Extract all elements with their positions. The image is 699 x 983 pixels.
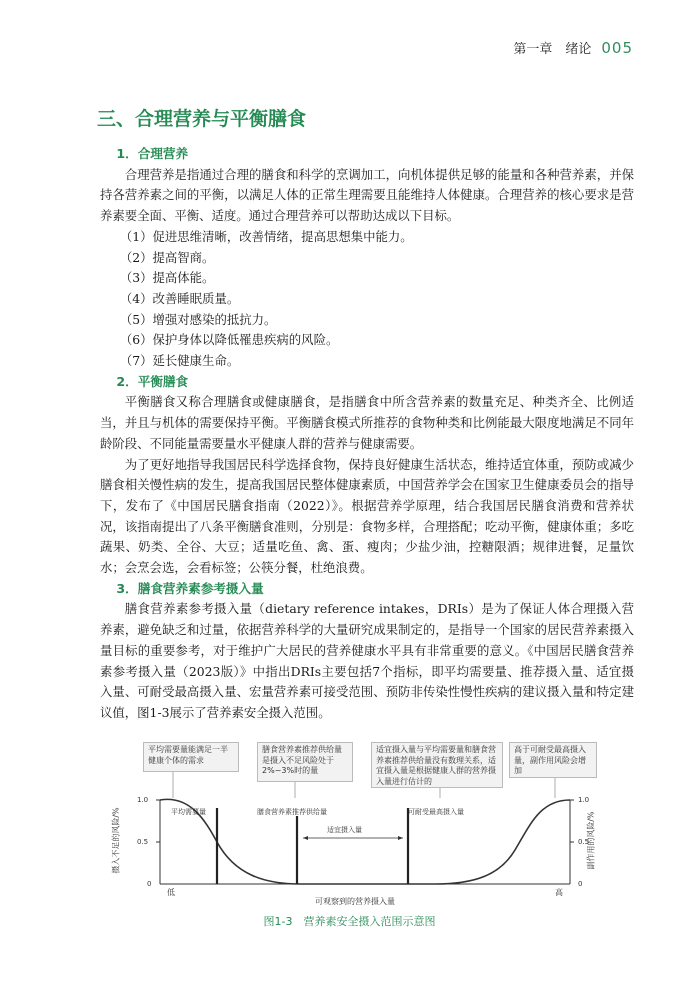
risk-curve <box>160 799 570 884</box>
tick-label-right-mid: 0.5 <box>578 838 590 846</box>
ear-label: 平均需要量 <box>171 808 206 816</box>
paragraph: 合理营养是指通过合理的膳食和科学的烹调加工，向机体提供足够的能量和各种营养素，并保持各营养素之间的平衡，以满足人体的正常生理需要且能维持人体健康。合理营养的核心要求是营养素要全面、平衡、适度。通过合理营养可以帮助达成以下目标。 <box>100 166 634 224</box>
subheading-dris: 3．膳食营养素参考摄入量 <box>116 580 264 596</box>
rni-label: 膳食营养素推荐供给量 <box>257 808 327 816</box>
left-axis-label: 摄入不足的风险/% <box>111 807 121 874</box>
tick-label-right-top: 1.0 <box>578 796 590 804</box>
chapter-label: 第一章 绪论 <box>513 42 592 57</box>
callout-ai: 适宜摄入量与平均需要量和膳食营养素推荐供给量没有数理关系，适宜摄入量是根据健康人群的营养摄入量进行估计的 <box>371 742 503 788</box>
tick-label-left-top: 1.0 <box>137 796 149 804</box>
list-item: （3）提高体能。 <box>119 270 215 286</box>
paragraph: 平衡膳食又称合理膳食或健康膳食，是指膳食中所含营养素的数量充足、种类齐全、比例适当，并且与机体的需要保持平衡。平衡膳食模式所推荐的食物种类和比例能最大限度地满足不同年龄阶段、不同能量需要量水平健康人群的营养与健康需要。 <box>100 394 634 451</box>
tick-label-right-zero: 0 <box>578 880 583 888</box>
figure-caption: 图1-3 营养素安全摄入范围示意图 <box>263 915 436 928</box>
page-number: 005 <box>601 39 633 57</box>
callout-ear: 平均需要量能满足一半健康个体的需求 <box>143 742 239 772</box>
x-axis-label: 可观察到的营养摄入量 <box>315 897 395 906</box>
callout-ul: 高于可耐受最高摄入量，副作用风险会增加 <box>509 742 597 778</box>
ul-label: 可耐受最高摄入量 <box>408 808 464 816</box>
arrow-head <box>303 836 308 840</box>
tick-label-left-zero: 0 <box>147 880 152 888</box>
callout-rni: 膳食营养素推荐供给量是摄入不足风险处于2%~3%时的量 <box>257 742 353 782</box>
list-item: （7）延长健康生命。 <box>119 353 240 369</box>
right-axis-label: 副作用的风险/% <box>586 811 596 870</box>
subheading-rational-nutrition: 1．合理营养 <box>116 146 189 161</box>
intake-range-figure <box>111 740 615 940</box>
list-item: （6）保护身体以降低罹患疾病的风险。 <box>119 332 339 348</box>
x-high-label: 高 <box>555 888 563 897</box>
paragraph: 膳食营养素参考摄入量（dietary reference intakes，DRIs）是为了保证人体合理摄入营养素，避免缺乏和过量，依据营养科学的大量研究成果制定的，是指导一个国家的居民营养素摄入量目标的重要参考，对于维护广大居民的营养健康水平具有非常重要的意义。《中国居民膳食营养素参考摄入量（2023版）》中指出DRIs主要包括7个指标，即平均需要量、推荐摄入量、适宜摄入量、可耐受最高摄入量、宏量营养素可接受范围、预防非传染性慢性疾病的建议摄入量和特定建议值，图1-3展示了营养素安全摄入范围。 <box>100 601 634 720</box>
list-item: （5）增强对感染的抵抗力。 <box>119 311 277 327</box>
body-text <box>100 144 634 724</box>
subheading-balanced-diet: 2．平衡膳食 <box>116 373 189 389</box>
ai-label: 适宜摄入量 <box>327 826 362 834</box>
tick-label-left-mid: 0.5 <box>137 838 149 846</box>
list-item: （1）促进思维清晰，改善情绪，提高思想集中能力。 <box>119 228 413 244</box>
x-low-label: 低 <box>167 888 175 897</box>
section-title: 三、合理营养与平衡膳食 <box>97 108 307 130</box>
running-header <box>513 38 633 57</box>
list-item: （2）提高智商。 <box>119 249 215 265</box>
arrow-head <box>398 836 403 840</box>
list-item: （4）改善睡眠质量。 <box>119 290 240 306</box>
paragraph: 为了更好地指导我国居民科学选择食物，保持良好健康生活状态，维持适宜体重，预防或减少膳食相关慢性病的发生，提高我国居民整体健康素质，中国营养学会在国家卫生健康委员会的指导下，发布了《中国居民膳食指南（2022）》。根据营养学原理，结合我国居民膳食消费和营养状况，该指南提出了八条平衡膳食准则，分别是：食物多样，合理搭配；吃动平衡，健康体重；多吃蔬果、奶类、全谷、大豆；适量吃鱼、禽、蛋、瘦肉；少盐少油，控糖限酒；规律进餐，足量饮水；会烹会选，会看标签；公筷分餐，杜绝浪费。 <box>100 456 634 576</box>
